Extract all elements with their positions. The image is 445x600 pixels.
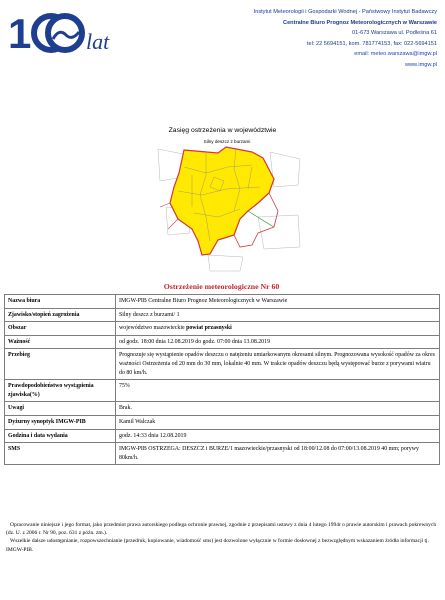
row-value: od godz. 18:00 dnia 12.08.2019 do godz. 07:00 dnia 13.08.2019 [116,335,440,349]
table-row [5,349,440,380]
map-title: Zasięg ostrzeżenia w województwie [168,127,277,134]
warning-details-table [4,294,440,465]
institute-name: Instytut Meteorologii i Gospodarki Wodnej - Państwowy Instytut Badawczy [253,9,437,15]
table-row [5,443,440,465]
table-row [5,308,440,322]
row-value: Silny deszcz z burzami/ 1 [116,308,440,322]
website-link[interactable]: www.imgw.pl [404,61,437,68]
row-value: Brak. [116,402,440,416]
row-label: Dyżurny synoptyk IMGW-PIB [5,415,116,429]
svg-text:lat: lat [86,29,110,54]
warning-title: Ostrzeżenie meteorologiczne Nr 60 [163,282,280,291]
copyright-paragraph: Opracowanie niniejsze i jego format, jako przedmiot prawa autorskiego podlega ochronie prawnej, zgodnie z przepisami ustawy z dnia 4 lutego 1994r o prawie autorskim i prawach pokrewnych (dz. U. z 2006 r. Nr 90, poz. 631 z późn. zm.). [6,522,437,537]
map-subtitle: Silny deszcz z burzami [203,139,251,144]
table-row [5,380,440,402]
table-row [5,415,440,429]
table-row [5,429,440,443]
area-region: województwo mazowieckie [119,325,187,332]
row-value: 75% [116,380,440,402]
email-link[interactable]: email: meteo.warszawa@imgw.pl [354,51,437,58]
row-value: Kamil Walczak [116,415,440,429]
imgw-100-lat-logo [6,8,126,54]
phone-fax: tel: 22 5694151, kom. 781774153, fax: 022-5694151 [306,40,437,47]
row-label: Obszar [5,322,116,336]
row-label: Uwagi [5,402,116,416]
row-value: IMGW-PIB OSTRZEGA: DESZCZ i BURZE/1 mazowieckie/przasnyski od 18:00/12.08 do 07:00/13.08.2019 40 mm; porywy 80km/h. [116,443,440,465]
table-row [5,322,440,336]
area-county: powiat przasnyski [186,325,232,332]
table-row [5,335,440,349]
row-value: Prognozuje się wystąpienie opadów deszczu o natężeniu umiarkowanym okresami silnym. Prognozowana wysokość opadów za okres ważności Ostrzeżenia od 20 mm do 30 mm, lokalnie 40 mm. W trakcie opadów deszczu będą występować burze z porywami wiatru do 80 km/h. [116,349,440,380]
row-label: Nazwa biura [5,295,116,309]
copyright-notice [4,521,439,554]
row-label: Ważność [5,335,116,349]
table-row [5,402,440,416]
row-value: godz. 14:33 dnia 12.08.2019 [116,429,440,443]
row-label: Godzina i data wydania [5,429,116,443]
row-label: SMS [5,443,116,465]
redistribution-paragraph: Wszelkie dalsze udostępnianie, rozpowszechnianie (przedruk, kopiowanie, wiadomość sms) jest dozwolone wyłącznie w formie dosłownej z bezwzględnym wskazaniem źródła informacji tj. IMGW-PIB. [6,538,429,553]
warning-map [148,137,306,277]
svg-text:1: 1 [8,10,32,54]
row-label: Zjawisko/stopień zagrożenia [5,308,116,322]
address: 01-673 Warszawa ul. Podleśna 61 [352,30,437,37]
header-info [137,7,437,71]
table-row [5,295,440,309]
row-value: IMGW-PIB Centralne Biuro Prognoz Meteorologicznych w Warszawie [116,295,440,309]
row-value [116,322,440,336]
row-label: Przebieg [5,349,116,380]
row-label: Prawdopodobieństwo wystąpienia zjawiska(%) [5,380,116,402]
office-name: Centralne Biuro Prognoz Meteorologicznych w Warszawie [283,19,437,26]
